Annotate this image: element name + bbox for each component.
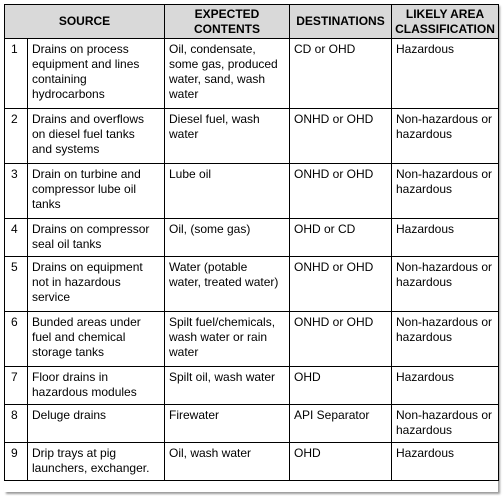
destination-cell: ONHD or OHD [290,164,392,219]
source-cell: Drains on process equipment and lines containing hydrocarbons [28,39,165,109]
expected-contents-cell: Oil, wash water [165,443,290,481]
classification-cell: Non-hazardous or hazardous [392,164,499,219]
header-expected-contents: EXPECTED CONTENTS [165,5,290,39]
row-number: 8 [5,405,28,443]
classification-cell: Hazardous [392,39,499,109]
expected-contents-cell: Water (potable water, treated water) [165,257,290,312]
row-number: 2 [5,109,28,164]
destination-cell: OHD [290,443,392,481]
classification-cell: Hazardous [392,443,499,481]
source-cell: Drain on turbine and compressor lube oil tanks [28,164,165,219]
source-cell: Bunded areas under fuel and chemical storage tanks [28,312,165,367]
classification-cell: Non-hazardous or hazardous [392,257,499,312]
table-row [5,39,499,109]
source-cell: Drains on compressor seal oil tanks [28,219,165,257]
expected-contents-cell: Oil, condensate, some gas, produced water, sand, wash water [165,39,290,109]
row-number: 3 [5,164,28,219]
table-row [5,257,499,312]
source-cell: Drip trays at pig launchers, exchanger. [28,443,165,481]
classification-cell: Non-hazardous or hazardous [392,109,499,164]
destination-cell: ONHD or OHD [290,109,392,164]
source-cell: Drains and overflows on diesel fuel tanks and systems [28,109,165,164]
destination-cell: OHD or CD [290,219,392,257]
expected-contents-cell: Oil, (some gas) [165,219,290,257]
destination-cell: API Separator [290,405,392,443]
header-source: SOURCE [5,5,165,39]
classification-cell: Non-hazardous or hazardous [392,405,499,443]
table-row [5,443,499,481]
source-cell: Floor drains in hazardous modules [28,367,165,405]
table-row [5,109,499,164]
table-header-row [5,5,499,39]
expected-contents-cell: Spilt fuel/chemicals, wash water or rain water [165,312,290,367]
source-cell: Drains on equipment not in hazardous service [28,257,165,312]
table-row [5,219,499,257]
classification-cell: Non-hazardous or hazardous [392,312,499,367]
row-number: 9 [5,443,28,481]
expected-contents-cell: Firewater [165,405,290,443]
header-likely-area-classification: LIKELY AREA CLASSIFICATION [392,5,499,39]
source-cell: Deluge drains [28,405,165,443]
classification-cell: Hazardous [392,367,499,405]
drains-table [4,4,499,481]
expected-contents-cell: Spilt oil, wash water [165,367,290,405]
table-row [5,405,499,443]
expected-contents-cell: Diesel fuel, wash water [165,109,290,164]
destination-cell: ONHD or OHD [290,257,392,312]
row-number: 5 [5,257,28,312]
table-row [5,312,499,367]
row-number: 1 [5,39,28,109]
row-number: 6 [5,312,28,367]
row-number: 4 [5,219,28,257]
header-destinations: DESTINATIONS [290,5,392,39]
destination-cell: OHD [290,367,392,405]
expected-contents-cell: Lube oil [165,164,290,219]
classification-cell: Hazardous [392,219,499,257]
table-row [5,367,499,405]
document-page [4,4,498,492]
row-number: 7 [5,367,28,405]
table-row [5,164,499,219]
destination-cell: ONHD or OHD [290,312,392,367]
destination-cell: CD or OHD [290,39,392,109]
